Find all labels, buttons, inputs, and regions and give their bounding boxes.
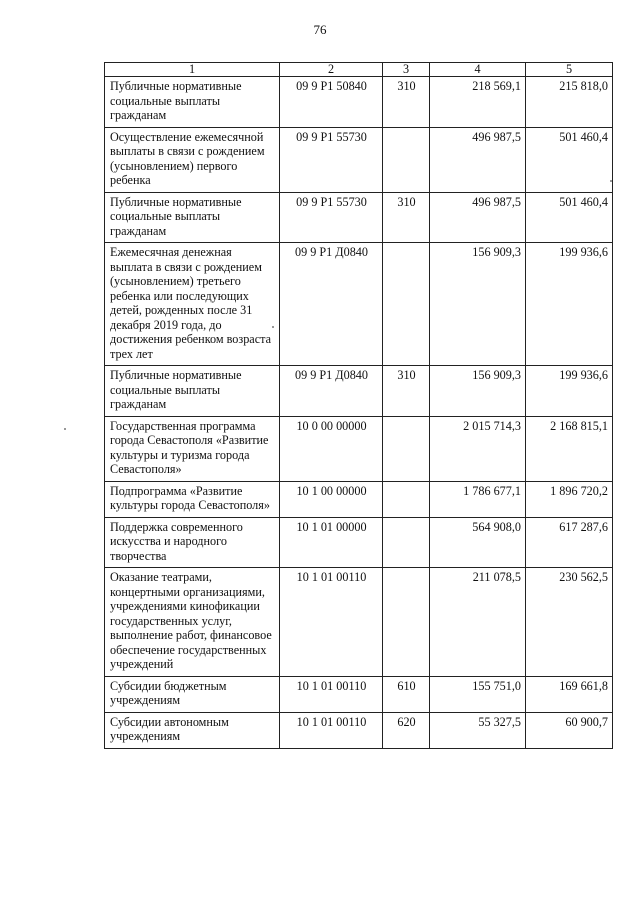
- row-sum-year1-cell: 155 751,0: [430, 676, 526, 712]
- row-expense-type-cell: 310: [383, 366, 430, 417]
- header-col-4: 4: [430, 63, 526, 77]
- table-row: [105, 568, 613, 677]
- row-code-cell: 10 1 01 00110: [280, 712, 383, 748]
- row-name-cell: Государственная программа города Севастополя «Развитие культуры и туризма города Севастополя»: [105, 416, 280, 481]
- table-row: [105, 481, 613, 517]
- row-code-cell: 09 9 P1 50840: [280, 77, 383, 128]
- header-col-3: 3: [383, 63, 430, 77]
- row-name-cell: Оказание театрами, концертными организациями, учреждениями кинофикации государственных услуг, выполнение работ, финансовое обеспечение государственных учреждений: [105, 568, 280, 677]
- row-expense-type-cell: [383, 517, 430, 568]
- row-name-cell: Осуществление ежемесячной выплаты в связи с рождением (усыновлением) первого ребенка: [105, 127, 280, 192]
- row-name-cell: Субсидии автономным учреждениям: [105, 712, 280, 748]
- header-col-1: 1: [105, 63, 280, 77]
- row-sum-year1-cell: 2 015 714,3: [430, 416, 526, 481]
- row-sum-year2-cell: 1 896 720,2: [526, 481, 613, 517]
- scan-speck: [272, 326, 274, 328]
- row-sum-year1-cell: 1 786 677,1: [430, 481, 526, 517]
- row-code-cell: 10 1 01 00000: [280, 517, 383, 568]
- scan-speck: [64, 428, 66, 430]
- table-header-row: [105, 63, 613, 77]
- row-expense-type-cell: [383, 243, 430, 366]
- row-sum-year1-cell: 211 078,5: [430, 568, 526, 677]
- row-name-cell: Ежемесячная денежная выплата в связи с рождением (усыновлением) третьего ребенка или последующих детей, рожденных после 31 декабря 2019 года, до достижения ребенком возраста трех лет: [105, 243, 280, 366]
- page-number: 76: [313, 22, 327, 37]
- header-col-2: 2: [280, 63, 383, 77]
- row-code-cell: 09 9 P1 55730: [280, 192, 383, 243]
- table-row: [105, 676, 613, 712]
- row-code-cell: 10 1 00 00000: [280, 481, 383, 517]
- row-expense-type-cell: [383, 481, 430, 517]
- row-sum-year2-cell: 60 900,7: [526, 712, 613, 748]
- row-name-cell: Поддержка современного искусства и народного творчества: [105, 517, 280, 568]
- table-row: [105, 192, 613, 243]
- row-code-cell: 09 9 P1 Д0840: [280, 366, 383, 417]
- row-code-cell: 09 9 P1 Д0840: [280, 243, 383, 366]
- row-sum-year2-cell: 199 936,6: [526, 366, 613, 417]
- table-row: [105, 243, 613, 366]
- row-name-cell: Субсидии бюджетным учреждениям: [105, 676, 280, 712]
- row-name-cell: Публичные нормативные социальные выплаты гражданам: [105, 77, 280, 128]
- row-sum-year1-cell: 55 327,5: [430, 712, 526, 748]
- row-code-cell: 10 1 01 00110: [280, 568, 383, 677]
- row-sum-year2-cell: 501 460,4: [526, 192, 613, 243]
- scan-speck: [610, 180, 612, 182]
- table-row: [105, 712, 613, 748]
- row-expense-type-cell: 310: [383, 77, 430, 128]
- row-sum-year2-cell: 199 936,6: [526, 243, 613, 366]
- table-row: [105, 127, 613, 192]
- table-row: [105, 77, 613, 128]
- row-sum-year1-cell: 564 908,0: [430, 517, 526, 568]
- row-sum-year1-cell: 496 987,5: [430, 192, 526, 243]
- row-code-cell: 10 0 00 00000: [280, 416, 383, 481]
- row-expense-type-cell: 310: [383, 192, 430, 243]
- row-sum-year2-cell: 501 460,4: [526, 127, 613, 192]
- row-sum-year2-cell: 215 818,0: [526, 77, 613, 128]
- row-expense-type-cell: [383, 568, 430, 677]
- row-sum-year2-cell: 169 661,8: [526, 676, 613, 712]
- row-code-cell: 09 9 P1 55730: [280, 127, 383, 192]
- row-sum-year1-cell: 156 909,3: [430, 243, 526, 366]
- row-sum-year2-cell: 230 562,5: [526, 568, 613, 677]
- row-expense-type-cell: [383, 416, 430, 481]
- row-sum-year2-cell: 2 168 815,1: [526, 416, 613, 481]
- row-code-cell: 10 1 01 00110: [280, 676, 383, 712]
- budget-table: [104, 62, 613, 749]
- row-expense-type-cell: 610: [383, 676, 430, 712]
- row-sum-year1-cell: 218 569,1: [430, 77, 526, 128]
- row-expense-type-cell: [383, 127, 430, 192]
- row-sum-year1-cell: 156 909,3: [430, 366, 526, 417]
- table-row: [105, 517, 613, 568]
- row-expense-type-cell: 620: [383, 712, 430, 748]
- header-col-5: 5: [526, 63, 613, 77]
- row-sum-year2-cell: 617 287,6: [526, 517, 613, 568]
- table-row: [105, 416, 613, 481]
- table-row: [105, 366, 613, 417]
- row-name-cell: Подпрограмма «Развитие культуры города Севастополя»: [105, 481, 280, 517]
- row-name-cell: Публичные нормативные социальные выплаты гражданам: [105, 366, 280, 417]
- row-sum-year1-cell: 496 987,5: [430, 127, 526, 192]
- row-name-cell: Публичные нормативные социальные выплаты гражданам: [105, 192, 280, 243]
